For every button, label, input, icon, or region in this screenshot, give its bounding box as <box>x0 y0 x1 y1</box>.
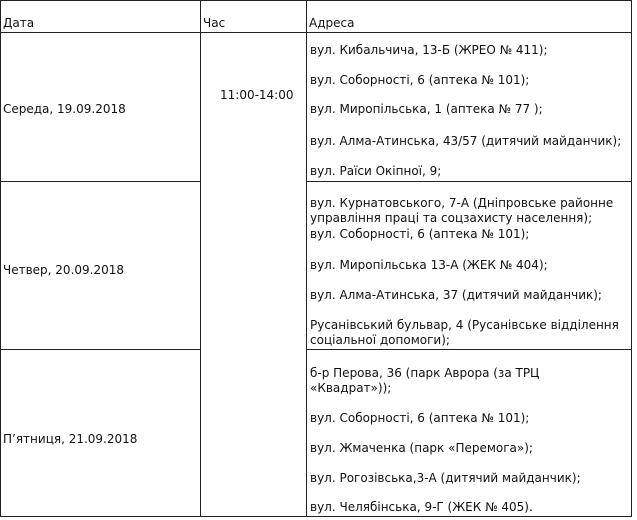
row-divider-1-date <box>0 181 201 182</box>
address-item: вул. Рогозівська,3-А (дитячий майданчик); <box>310 471 581 485</box>
row-divider-3 <box>0 516 632 517</box>
address-item: вул. Соборності, 6 (аптека № 101); <box>310 411 530 425</box>
column-divider-time-address <box>306 0 307 517</box>
table-border-top <box>0 0 632 1</box>
address-item: вул. Раїси Окіпної, 9; <box>310 164 442 178</box>
address-item: вул. Миропільська, 1 (аптека № 77 ); <box>310 102 543 116</box>
address-item: вул. Алма-Атинська, 43/57 (дитячий майданчик); <box>310 134 622 148</box>
address-item: вул. Соборності, 6 (аптека № 101); <box>310 73 530 87</box>
header-divider <box>0 32 632 33</box>
address-item: вул. Жмаченка (парк «Перемога»); <box>310 441 533 455</box>
address-item: вул. Соборності, 6 (аптека № 101); <box>310 227 530 241</box>
row-divider-2-address <box>306 349 632 350</box>
table-border-left <box>0 0 1 517</box>
header-time: Час <box>203 16 226 30</box>
row-date: Середа, 19.09.2018 <box>3 102 126 116</box>
header-date: Дата <box>3 16 35 30</box>
row-date: П’ятниця, 21.09.2018 <box>3 432 138 446</box>
address-item: вул. Кибальчича, 13-Б (ЖРЕО № 411); <box>310 43 548 57</box>
column-divider-date-time <box>200 0 201 517</box>
address-item: вул. Алма-Атинська, 37 (дитячий майданчик); <box>310 288 602 302</box>
row-divider-1-address <box>306 181 632 182</box>
address-item: вул. Челябінська, 9-Г (ЖЕК № 405). <box>310 500 533 514</box>
address-item: вул. Курнатовського, 7-А (Дніпровське районне управління праці та соцзахисту населення); <box>310 196 614 225</box>
row-divider-2-date <box>0 349 201 350</box>
address-item: Русанівський бульвар, 4 (Русанівське відділення соціальної допомоги); <box>310 318 619 347</box>
row-date: Четвер, 20.09.2018 <box>3 263 125 277</box>
address-item: б-р Перова, 36 (парк Аврора (за ТРЦ «Квадрат»)); <box>310 366 540 395</box>
address-item: вул. Миропільська 13-А (ЖЕК № 404); <box>310 258 548 272</box>
header-address: Адреса <box>309 16 355 30</box>
table-border-right <box>631 0 632 517</box>
time-range: 11:00-14:00 <box>220 88 294 102</box>
